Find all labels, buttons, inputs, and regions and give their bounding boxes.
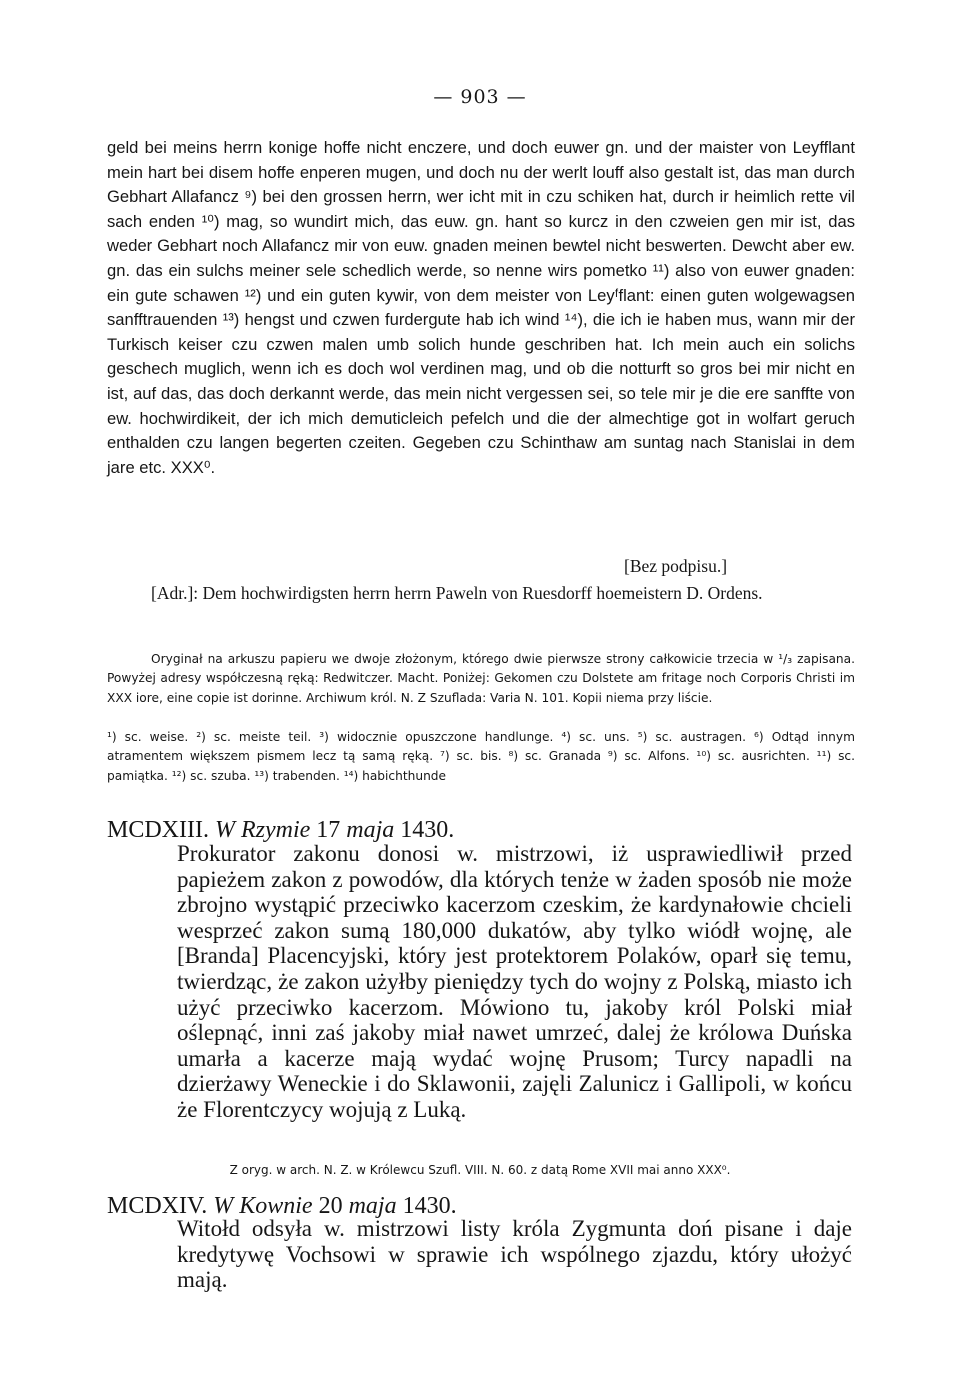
entry-number: MCDXIV. [107, 1193, 208, 1219]
letter-text [107, 136, 855, 480]
footnotes [107, 728, 855, 786]
entry-year: 1430. [400, 817, 455, 843]
entry-summary-1403: Prokurator zakonu donosi w. mistrzowi, iż usprawiedliwił przed papieżem zakon z powodów, dla których tenże w żaden sposób nie może zbrojno wystąpić przeciwko kacerzom czeskim, że kardynałowie chcieli wesprzeć zakon sumą 180,000 dukatów, aby tylko wiódł wojnę, ale [Branda] Placencyjski, który jest protektorem Polaków, oparł się temu, twierdząc, że zakon użyłby pieniędzy tych do wojny z Polską, miasto ich użyć przeciwko kacerzom. Mówiono tu, jakoby król Polski miał oślepnąć, inni zaś jakoby miał nawet umrzeć, dalej że królowa Duńska umarła a kacerze mają wydać wojnę Prusom; Turcy napadli na dzierżawy Weneckie i do Sklawonii, zajęli Zalunicz i Gallipoli, w końcu że Florentczycy wojują z Luką. [177, 841, 852, 1122]
entry-month: maja [348, 1193, 397, 1219]
entry-year: 1430. [402, 1193, 457, 1219]
entry-summary-1404: Witołd odsyła w. mistrzowi listy króla Zygmunta doń pisane i daje kredytywę Vochsowi w sprawie ich wspólnego zjazdu, który ułożyć mają. [177, 1216, 852, 1293]
entry-source-1403: Z oryg. w arch. N. Z. w Królewcu Szufl. VIII. N. 60. z datą Rome XVII mai anno XXX⁰. [229, 1163, 731, 1177]
source-note-text: Oryginał na arkuszu papieru we dwoje złożonym, którego dwie pierwsze strony całkowicie trzecia w ¹/₃ zapisana. Powyżej adresy współczesną ręką: Redwitczer. Macht. Poniżej: Gekomen czu Dolstete am fritage noch Corporis Christi im XXX iore, eine copie ist dorinne. Archiwum król. N. Z Szuflada: Varia N. 101. Kopii niema przy liście. [107, 652, 855, 705]
entry-place: W Kownie [213, 1193, 313, 1219]
entry-place: W Rzymie [215, 817, 311, 843]
footnotes-text: ¹) sc. weise. ²) sc. meiste teil. ³) widocznie opuszczone handlunge. ⁴) sc. uns. ⁵) sc. austragen. ⁶) Odtąd innym atramentem większem pismem lecz tą samą ręką. ⁷) sc. bis. ⁸) sc. Granada ⁹) sc. Alfons. ¹⁰) sc. ausrichten. ¹¹) sc. pamiątka. ¹²) sc. szuba. ¹³) trabenden. ¹⁴) habichthunde [107, 730, 855, 783]
entry-month: maja [346, 817, 395, 843]
entry-heading-1403 [107, 817, 454, 844]
signature-note: [Bez podpisu.] [624, 556, 728, 576]
address-line: [Adr.]: Dem hochwirdigsten herrn herrn Paweln von Ruesdorff hoemeistern D. Ordens. [151, 583, 763, 603]
entry-number: MCDXIII. [107, 817, 209, 843]
entry-date: 17 [316, 817, 341, 843]
source-note [107, 650, 855, 708]
letter-paragraph: geld bei meins herrn konige hoffe nicht enczere, und doch euwer gn. und der maister von Leyfflant mein hart bei disem hoffe enperen mugen, und doch nu der werlt louff also gestalt ist, das man durch Gebhart Allafancz ⁹) bei den grossen herrn, wer icht mit in czu schiken hat, durch ir heimlich rette vil sach enden ¹⁰) mag, so wundirt mich, das euw. gn. hant so kurcz in den czweien gen mir ist, das weder Gebhart noch Allafancz mir von euw. gnaden meinen bewtel nicht beswerten. Dewcht aber ew. gn. das ein sulchs meiner sele schedlich werde, so nenne wirs pometko ¹¹) also von euwer gnaden: ein gute schawen ¹²) und ein guten kywir, von dem meister von Leyᶠflant: einen guten wolgewagsen sanfftrauenden ¹³) hengst und czwen furdergute hab ich wind ¹⁴), die ich ie haben mus, wann mir der Turkisch keiser czu czwen malen umb solich hunde geschriben hat. Ich mein auch ein solichs geschech muglich, wenn ich es doch wol verdinen mag, und ob die notturft so gros bei mir nicht en ist, auf das, das doch derkannt werde, das mein nicht vergessen sei, so tele mir je die ere sanffte von ew. hochwirdikeit, der ich mich demuticleich pefelch und die der almechtige got in wolfart geruch enthalden czu langen begerten czeiten. Gegeben czu Schinthaw am suntag nach Stanislai in dem jare etc. XXX⁰. [107, 138, 855, 477]
entry-date: 20 [318, 1193, 343, 1219]
page-number: — 903 — [433, 86, 527, 108]
